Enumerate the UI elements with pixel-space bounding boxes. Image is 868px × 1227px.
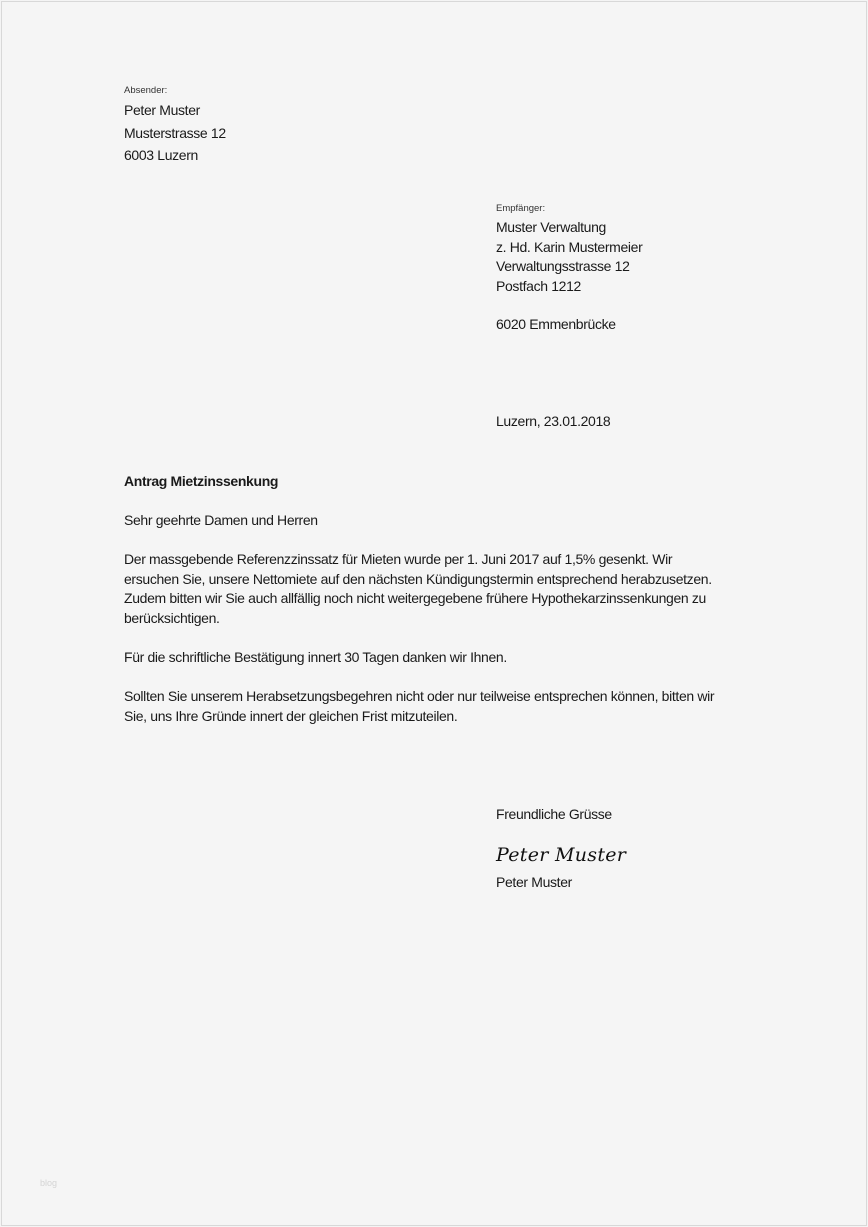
- sender-address: [124, 101, 226, 166]
- paragraph: [124, 648, 507, 668]
- date-line: Luzern, 23.01.2018: [496, 413, 611, 429]
- sender-city: 6003 Luzern: [124, 147, 198, 163]
- watermark: blog: [40, 1178, 58, 1188]
- recipient-city: 6020 Emmenbrücke: [496, 316, 616, 332]
- paragraph: [124, 550, 712, 628]
- letter-page: [1, 1, 867, 1226]
- paragraph-line: Zudem bitten wir Sie auch allfällig noch nicht weitergegebene frühere Hypothekarzinssenkungen zu: [124, 590, 706, 606]
- paragraph-line: ersuchen Sie, unsere Nettomiete auf den nächsten Kündigungstermin entsprechend herabzusetzen.: [124, 570, 712, 587]
- recipient-line: Verwaltungsstrasse 12: [496, 258, 630, 274]
- recipient-line: z. Hd. Karin Mustermeier: [496, 238, 643, 255]
- recipient-line: Postfach 1212: [496, 277, 581, 294]
- sender-street: Musterstrasse 12: [124, 124, 226, 141]
- paragraph-line: Der massgebende Referenzzinssatz für Mieten wurde per 1. Juni 2017 auf 1,5% gesenkt. Wir: [124, 551, 673, 567]
- recipient-label: Empfänger:: [496, 203, 546, 214]
- paragraph: [124, 687, 714, 726]
- recipient-line: Muster Verwaltung: [496, 219, 606, 235]
- subject: Antrag Mietzinssenkung: [124, 473, 279, 489]
- paragraph-line: Für die schriftliche Bestätigung innert 30 Tagen danken wir Ihnen.: [124, 649, 507, 665]
- paragraph-line: Sollten Sie unserem Herabsetzungsbegehren nicht oder nur teilweise entsprechen können, bitten wir: [124, 688, 715, 704]
- closing: Freundliche Grüsse: [496, 806, 612, 822]
- paragraph-line: berücksichtigen.: [124, 609, 220, 626]
- salutation: Sehr geehrte Damen und Herren: [124, 512, 318, 528]
- recipient-address: [496, 218, 642, 335]
- sender-label: Absender:: [124, 85, 168, 96]
- sender-name: Peter Muster: [124, 102, 200, 118]
- paragraph-line: Sie, uns Ihre Gründe innert der gleichen Frist mitzuteilen.: [124, 707, 458, 724]
- signer-name: Peter Muster: [496, 874, 572, 890]
- handwritten-signature: Peter Muster: [496, 844, 627, 866]
